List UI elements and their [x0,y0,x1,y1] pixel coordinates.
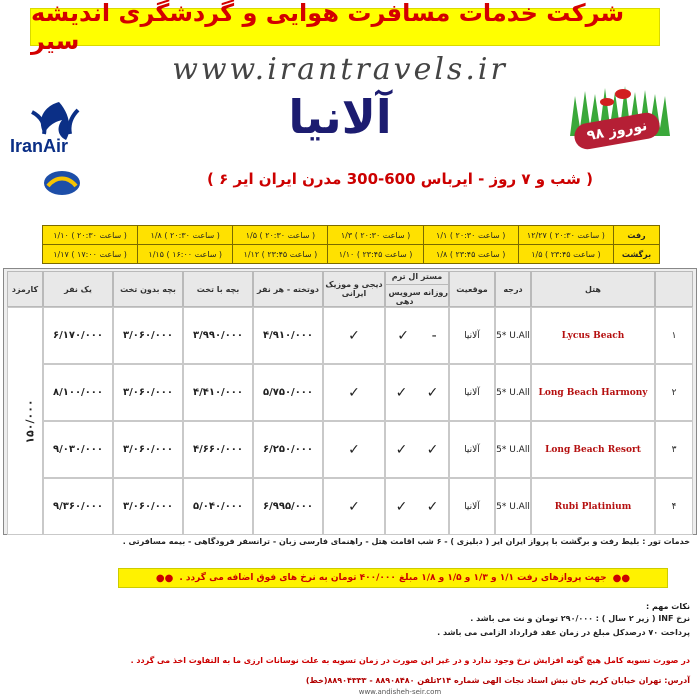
service-day-check: ✓ [426,498,439,515]
header-location: موقعیت [449,271,495,307]
price-double: ۴/۹۱۰/۰۰۰ [253,307,323,364]
row-number: ۳ [655,421,693,478]
service-day-check: ✓ [426,441,439,458]
flight-cell: ۱/۱ ( ساعت ۲۰:۳۰ ) [423,226,518,245]
service-cell [385,307,449,364]
agency-logo-icon [42,168,82,198]
price-child-no-bed: ۳/۰۶۰/۰۰۰ [113,364,183,421]
commission-cell [7,307,43,535]
dj-check: ✓ [323,421,385,478]
location-cell: آلانیا [449,421,495,478]
payment-warning: در صورت تسویه کامل هیچ گونه افزایش نرخ وجود ندارد و در غیر این صورت در زمان تسویه به علت نوسانات ارزی ما به التفاوت اخذ می گردد . [130,656,690,665]
dj-check: ✓ [323,307,385,364]
flight-cell: ۱/۱۰ ( ساعت ۲۳:۴۵ ) [328,245,423,264]
header-service-title: مستر ال ترم [391,272,443,281]
flight-cell: ۱/۱۵ ( ساعت ۱۶:۰۰ ) [138,245,233,264]
departure-label: رفت [614,226,660,245]
hotel-name: Rubi Platinium [531,478,655,535]
hotel-price-table [7,271,693,535]
flight-cell: ۱/۳ ( ساعت ۲۰:۳۰ ) [328,226,423,245]
hotel-name: Long Beach Harmony [531,364,655,421]
service-cell [385,364,449,421]
service-private-check: ✓ [397,327,410,344]
price-child-no-bed: ۳/۰۶۰/۰۰۰ [113,421,183,478]
price-child-bed: ۵/۰۴۰/۰۰۰ [183,478,253,535]
service-private-check: ✓ [395,441,408,458]
header-double: دوتخته - هر نفر [253,271,323,307]
flight-cell: ۱/۱۲ ( ساعت ۲۳:۴۵ ) [233,245,328,264]
price-child-no-bed: ۳/۰۶۰/۰۰۰ [113,478,183,535]
header-service-sub [386,284,448,306]
header-service-private: سرویس دهی [388,288,421,306]
price-single: ۶/۱۷۰/۰۰۰ [43,307,113,364]
flight-cell: ۱/۱۰ ( ساعت ۲۰:۳۰ ) [43,226,138,245]
header-service-day: روزانه [423,288,448,297]
header-commission: کارمزد [7,271,43,307]
grade-cell: 5* U.All [495,421,531,478]
service-day-check: ✓ [426,384,439,401]
flight-cell: ۱/۵ ( ساعت ۲۰:۳۰ ) [233,226,328,245]
price-single: ۸/۱۰۰/۰۰۰ [43,364,113,421]
grade-cell: 5* U.All [495,307,531,364]
hotel-name: Lycus Beach [531,307,655,364]
service-private-check: ✓ [395,498,408,515]
table-row [7,307,693,364]
flight-cell: ۱/۱۷ ( ساعت ۱۷:۰۰ ) [43,245,138,264]
header-grade: درجه [495,271,531,307]
departure-row [43,226,660,245]
price-single: ۹/۳۶۰/۰۰۰ [43,478,113,535]
row-number: ۴ [655,478,693,535]
location-cell: آلانیا [449,478,495,535]
notes-title: نکات مهم : [646,602,690,611]
footer-website[interactable]: www.andisheh-seir.com [358,688,442,696]
tour-services: خدمات تور : بلیط رفت و برگشت با پرواز ایران ایر ( دبلیزی ) - ۶ شب اقامت هتل - راهنمای فارسی زبان - ترانسفر فرودگاهی - بیمه مسافرتی . [122,537,690,546]
price-child-bed: ۳/۹۹۰/۰۰۰ [183,307,253,364]
note-item: نرخ INF ( زیر ۲ سال ) : ۲۹۰/۰۰۰ تومان و نت می باشد . [470,614,690,623]
flight-cell: ۱/۸ ( ساعت ۲۰:۳۰ ) [138,226,233,245]
price-child-no-bed: ۳/۰۶۰/۰۰۰ [113,307,183,364]
service-cell [385,421,449,478]
bullet-icon: ●● [155,572,174,584]
price-double: ۶/۹۹۵/۰۰۰ [253,478,323,535]
flight-cell: ۱/۵ ( ساعت ۲۳:۴۵ ) [518,245,613,264]
location-cell: آلانیا [449,307,495,364]
grade-cell: 5* U.All [495,478,531,535]
iranair-brand-text: IranAir [10,136,69,156]
company-banner: شرکت خدمات مسافرت هوایی و گردشگری اندیشه سیر [30,8,660,46]
service-cell [385,478,449,535]
nowruz-badge: نوروز ۹۸ [572,111,661,152]
price-child-bed: ۴/۶۶۰/۰۰۰ [183,421,253,478]
table-row [7,478,693,535]
header-child-bed: بچه با تخت [183,271,253,307]
notice-bar [118,568,668,588]
service-private-check: ✓ [395,384,408,401]
commission-value: ۱۵۰/۰۰۰ [23,398,37,444]
grade-cell: 5* U.All [495,364,531,421]
destination-title: آلانیا [288,90,392,144]
dj-check: ✓ [323,364,385,421]
flight-cell: ۱۲/۲۷ ( ساعت ۲۰:۳۰ ) [518,226,613,245]
header-service [385,271,449,307]
header-single: یک نفر [43,271,113,307]
flight-cell: ۱/۸ ( ساعت ۲۳:۴۵ ) [423,245,518,264]
return-label: برگشت [614,245,660,264]
hotel-table-container [3,268,697,535]
bullet-icon: ●● [612,572,631,584]
row-number: ۲ [655,364,693,421]
website-url[interactable]: www.irantravels.ir [172,52,508,87]
header-num [655,271,693,307]
notice-text: جهت پروازهای رفت ۱/۱ و ۱/۳ و ۱/۵ و ۱/۸ مبلغ ۴۰۰/۰۰۰ تومان به نرخ های فوق اضافه می گردد . [179,573,607,583]
table-header-row [7,271,693,307]
table-row [7,421,693,478]
header-dj: دیجی و موزیک ایرانی [323,271,385,307]
price-double: ۶/۲۵۰/۰۰۰ [253,421,323,478]
tour-info: ( ۶ شب و ۷ روز - ایرباس 600-300 مدرن ایران ایر ) [207,170,593,188]
flight-schedule-table [42,225,660,264]
row-number: ۱ [655,307,693,364]
price-double: ۵/۷۵۰/۰۰۰ [253,364,323,421]
return-row [43,245,660,264]
service-day-check: - [431,327,437,344]
price-child-bed: ۴/۴۱۰/۰۰۰ [183,364,253,421]
hotel-name: Long Beach Resort [531,421,655,478]
location-cell: آلانیا [449,364,495,421]
table-row [7,364,693,421]
header-hotel: هتل [531,271,655,307]
price-single: ۹/۰۳۰/۰۰۰ [43,421,113,478]
note-item: پرداخت ۷۰ درصدکل مبلغ در زمان عقد قرارداد الزامی می باشد . [437,628,690,637]
agency-address: آدرس: تهران خیابان کریم خان نبش استاد نجات الهی شماره ۲۱۴تلفن ۸۸۹۰۸۴۸۰ - ۸۸۹۰۴۳۳۳(خط) [305,676,690,685]
dj-check: ✓ [323,478,385,535]
header-child-no-bed: بچه بدون تخت [113,271,183,307]
